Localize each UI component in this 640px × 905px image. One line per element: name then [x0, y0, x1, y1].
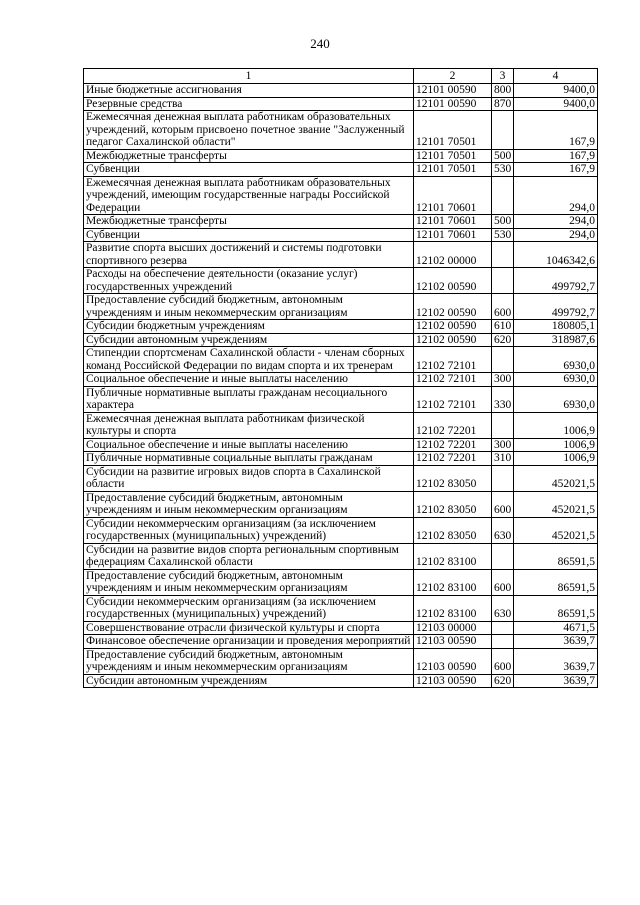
row-type — [492, 176, 514, 215]
table-row — [84, 373, 598, 387]
row-name: Стипендии спортсменам Сахалинской области - членам сборных команд Российской Федерации по видам спорта и их тренерам — [84, 347, 414, 373]
table-row — [84, 333, 598, 347]
header-row — [84, 69, 598, 84]
row-amount: 9400,0 — [514, 84, 598, 98]
row-code: 12101 00590 — [414, 97, 492, 111]
row-amount: 499792,7 — [514, 294, 598, 320]
row-amount: 167,9 — [514, 111, 598, 150]
table-row — [84, 648, 598, 674]
row-amount: 1006,9 — [514, 438, 598, 452]
row-type: 870 — [492, 97, 514, 111]
row-name: Межбюджетные трансферты — [84, 149, 414, 163]
table-row — [84, 543, 598, 569]
row-type: 620 — [492, 333, 514, 347]
row-code: 12102 72201 — [414, 452, 492, 466]
row-type — [492, 111, 514, 150]
row-amount: 1006,9 — [514, 452, 598, 466]
row-amount: 6930,0 — [514, 347, 598, 373]
row-amount: 9400,0 — [514, 97, 598, 111]
row-name: Резервные средства — [84, 97, 414, 111]
row-type: 600 — [492, 294, 514, 320]
row-code: 12101 70601 — [414, 215, 492, 229]
row-type — [492, 242, 514, 268]
row-name: Субсидии некоммерческим организациям (за исключением государственных (муниципальных) учреждений) — [84, 595, 414, 621]
row-name: Социальное обеспечение и иные выплаты населению — [84, 438, 414, 452]
row-amount: 3639,7 — [514, 648, 598, 674]
table-row — [84, 84, 598, 98]
row-type — [492, 635, 514, 649]
table-body — [84, 84, 598, 688]
table-row — [84, 176, 598, 215]
table-row — [84, 438, 598, 452]
row-amount: 452021,5 — [514, 491, 598, 517]
row-code: 12102 83050 — [414, 465, 492, 491]
row-code: 12102 00590 — [414, 268, 492, 294]
row-name: Ежемесячная денежная выплата работникам образовательных учреждений, которым присвоено почетное звание "Заслуженный педагог Сахалинской области" — [84, 111, 414, 150]
table-row — [84, 674, 598, 688]
table-row — [84, 621, 598, 635]
table-row — [84, 595, 598, 621]
row-code: 12102 83100 — [414, 543, 492, 569]
row-name: Предоставление субсидий бюджетным, автономным учреждениям и иным некоммерческим организациям — [84, 648, 414, 674]
row-code: 12103 00000 — [414, 621, 492, 635]
header-col-amount: 4 — [514, 69, 598, 84]
row-code: 12102 72101 — [414, 373, 492, 387]
row-amount: 294,0 — [514, 176, 598, 215]
row-type — [492, 465, 514, 491]
row-name: Субвенции — [84, 163, 414, 177]
row-code: 12102 83050 — [414, 491, 492, 517]
row-code: 12102 00000 — [414, 242, 492, 268]
row-type: 600 — [492, 569, 514, 595]
row-type — [492, 347, 514, 373]
row-type: 330 — [492, 386, 514, 412]
row-name: Субсидии автономным учреждениям — [84, 674, 414, 688]
row-name: Субсидии на развитие видов спорта региональным спортивным федерациям Сахалинской области — [84, 543, 414, 569]
table-row — [84, 491, 598, 517]
row-amount: 180805,1 — [514, 320, 598, 334]
table-row — [84, 465, 598, 491]
row-type — [492, 543, 514, 569]
table-row — [84, 569, 598, 595]
row-code: 12102 83050 — [414, 517, 492, 543]
row-type: 500 — [492, 215, 514, 229]
table-row — [84, 242, 598, 268]
row-code: 12102 00590 — [414, 333, 492, 347]
row-amount: 452021,5 — [514, 517, 598, 543]
row-amount: 6930,0 — [514, 373, 598, 387]
table-row — [84, 97, 598, 111]
row-type — [492, 621, 514, 635]
table-row — [84, 111, 598, 150]
header-col-type: 3 — [492, 69, 514, 84]
table-row — [84, 412, 598, 438]
row-name: Субсидии бюджетным учреждениям — [84, 320, 414, 334]
header-col-name: 1 — [84, 69, 414, 84]
row-type: 530 — [492, 163, 514, 177]
table-row — [84, 294, 598, 320]
table-row — [84, 268, 598, 294]
row-name: Субсидии автономным учреждениям — [84, 333, 414, 347]
row-amount: 3639,7 — [514, 635, 598, 649]
table-row — [84, 320, 598, 334]
row-type: 800 — [492, 84, 514, 98]
row-code: 12101 00590 — [414, 84, 492, 98]
row-type: 620 — [492, 674, 514, 688]
row-code: 12102 00590 — [414, 294, 492, 320]
row-amount: 452021,5 — [514, 465, 598, 491]
row-name: Расходы на обеспечение деятельности (оказание услуг) государственных учреждений — [84, 268, 414, 294]
row-name: Субсидии на развитие игровых видов спорта в Сахалинской области — [84, 465, 414, 491]
row-name: Социальное обеспечение и иные выплаты населению — [84, 373, 414, 387]
table-row — [84, 517, 598, 543]
table-row — [84, 386, 598, 412]
row-code: 12101 70601 — [414, 176, 492, 215]
row-name: Предоставление субсидий бюджетным, автономным учреждениям и иным некоммерческим организациям — [84, 294, 414, 320]
row-type: 600 — [492, 648, 514, 674]
table-header — [84, 69, 598, 84]
row-name: Предоставление субсидий бюджетным, автономным учреждениям и иным некоммерческим организациям — [84, 569, 414, 595]
row-amount: 294,0 — [514, 228, 598, 242]
row-type: 530 — [492, 228, 514, 242]
table-row — [84, 228, 598, 242]
table-row — [84, 452, 598, 466]
row-amount: 4671,5 — [514, 621, 598, 635]
row-name: Ежемесячная денежная выплата работникам образовательных учреждений, имеющим государственные награды Российской Федерации — [84, 176, 414, 215]
budget-table — [83, 68, 598, 688]
row-amount: 1046342,6 — [514, 242, 598, 268]
row-code: 12102 72101 — [414, 347, 492, 373]
header-col-code: 2 — [414, 69, 492, 84]
row-code: 12102 72201 — [414, 412, 492, 438]
row-type: 300 — [492, 438, 514, 452]
row-amount: 167,9 — [514, 149, 598, 163]
row-amount: 6930,0 — [514, 386, 598, 412]
table-row — [84, 149, 598, 163]
row-code: 12102 72101 — [414, 386, 492, 412]
row-name: Ежемесячная денежная выплата работникам физической культуры и спорта — [84, 412, 414, 438]
row-amount: 294,0 — [514, 215, 598, 229]
row-code: 12101 70601 — [414, 228, 492, 242]
row-code: 12101 70501 — [414, 111, 492, 150]
table-row — [84, 163, 598, 177]
row-name: Субсидии некоммерческим организациям (за исключением государственных (муниципальных) учреждений) — [84, 517, 414, 543]
row-amount: 499792,7 — [514, 268, 598, 294]
row-type: 300 — [492, 373, 514, 387]
row-type: 610 — [492, 320, 514, 334]
row-amount: 318987,6 — [514, 333, 598, 347]
row-name: Развитие спорта высших достижений и системы подготовки спортивного резерва — [84, 242, 414, 268]
row-name: Публичные нормативные социальные выплаты гражданам — [84, 452, 414, 466]
row-type: 630 — [492, 595, 514, 621]
row-amount: 1006,9 — [514, 412, 598, 438]
row-code: 12101 70501 — [414, 149, 492, 163]
row-code: 12102 72201 — [414, 438, 492, 452]
row-type: 500 — [492, 149, 514, 163]
table-row — [84, 215, 598, 229]
page-number: 240 — [310, 36, 330, 51]
row-code: 12101 70501 — [414, 163, 492, 177]
row-name: Финансовое обеспечение организации и проведения мероприятий — [84, 635, 414, 649]
row-name: Публичные нормативные выплаты гражданам несоциального характера — [84, 386, 414, 412]
row-code: 12103 00590 — [414, 648, 492, 674]
row-amount: 3639,7 — [514, 674, 598, 688]
row-code: 12102 00590 — [414, 320, 492, 334]
row-type: 630 — [492, 517, 514, 543]
row-name: Предоставление субсидий бюджетным, автономным учреждениям и иным некоммерческим организациям — [84, 491, 414, 517]
row-amount: 86591,5 — [514, 595, 598, 621]
table-row — [84, 347, 598, 373]
row-name: Субвенции — [84, 228, 414, 242]
row-name: Иные бюджетные ассигнования — [84, 84, 414, 98]
row-type: 600 — [492, 491, 514, 517]
row-name: Совершенствование отрасли физической культуры и спорта — [84, 621, 414, 635]
table-row — [84, 635, 598, 649]
row-amount: 86591,5 — [514, 543, 598, 569]
row-code: 12102 83100 — [414, 569, 492, 595]
row-code: 12103 00590 — [414, 635, 492, 649]
row-amount: 86591,5 — [514, 569, 598, 595]
row-type — [492, 412, 514, 438]
row-type — [492, 268, 514, 294]
row-type: 310 — [492, 452, 514, 466]
row-name: Межбюджетные трансферты — [84, 215, 414, 229]
row-amount: 167,9 — [514, 163, 598, 177]
row-code: 12103 00590 — [414, 674, 492, 688]
row-code: 12102 83100 — [414, 595, 492, 621]
